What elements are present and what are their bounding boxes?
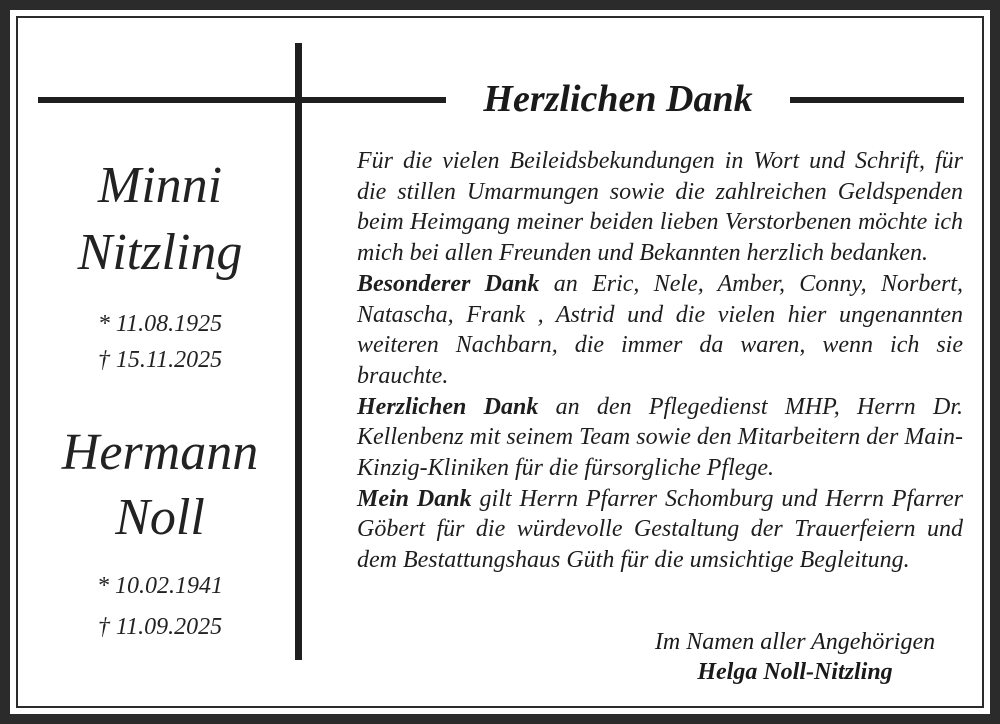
signature-line: Im Namen aller Angehörigen: [654, 629, 936, 655]
page-title: Herzlichen Dank: [483, 78, 753, 120]
deceased-1-last-name: Nitzling: [77, 224, 243, 281]
paragraph-text: gilt Herrn Pfarrer Schomburg und Herrn Pfarrer Göbert für die würdevolle Gestaltung der Trauerfeiern und dem Bestattungshaus Güth für die umsichtige Begleitung.: [357, 485, 964, 574]
deceased-2-birth-date: * 10.02.1941: [97, 573, 223, 599]
paragraph: [357, 146, 963, 269]
paragraph-lead: Mein Dank: [357, 485, 472, 512]
paragraph-text: Für die vielen Beileidsbekundungen in Wort und Schrift, für die stillen Umarmungen sowie die zahlreichen Geldspenden beim Heimgang meiner beiden lieben Verstorbenen möchte ich mich bei allen Freunden und Bekannten herzlich bedanken.: [357, 148, 963, 267]
deceased-2-last-name: Noll: [115, 489, 205, 546]
deceased-1-first-name: Minni: [97, 157, 223, 214]
paragraph: [357, 392, 963, 484]
deceased-2-first-name: Hermann: [61, 424, 259, 481]
paragraph-text: an Eric, Nele, Amber, Conny, Norbert, Natascha, Frank , Astrid und die vielen hier ungenannten weiteren Nachbarn, die immer da waren, wenn ich sie brauchte.: [357, 270, 963, 389]
deceased-1-birth-date: * 11.08.1925: [97, 311, 223, 337]
paragraph: [357, 269, 963, 392]
paragraph-text: an den Pflegedienst MHP, Herrn Dr. Kellenbenz mit seinem Team sowie den Mitarbeitern der Main-Kinzig-Kliniken für die fürsorgliche Pflege.: [357, 393, 963, 482]
cross-horizontal-bar: [38, 97, 446, 103]
heading-rule-right: [790, 97, 964, 103]
cross-vertical-bar: [295, 43, 302, 660]
paragraph-lead: Besonderer Dank: [357, 270, 540, 297]
deceased-2-death-date: † 11.09.2025: [97, 614, 223, 640]
signature-name: Helga Noll-Nitzling: [697, 659, 893, 685]
thanks-text: [357, 146, 963, 576]
paragraph: [357, 484, 963, 576]
deceased-1-death-date: † 15.11.2025: [97, 347, 223, 373]
paragraph-lead: Herzlichen Dank: [357, 393, 539, 420]
